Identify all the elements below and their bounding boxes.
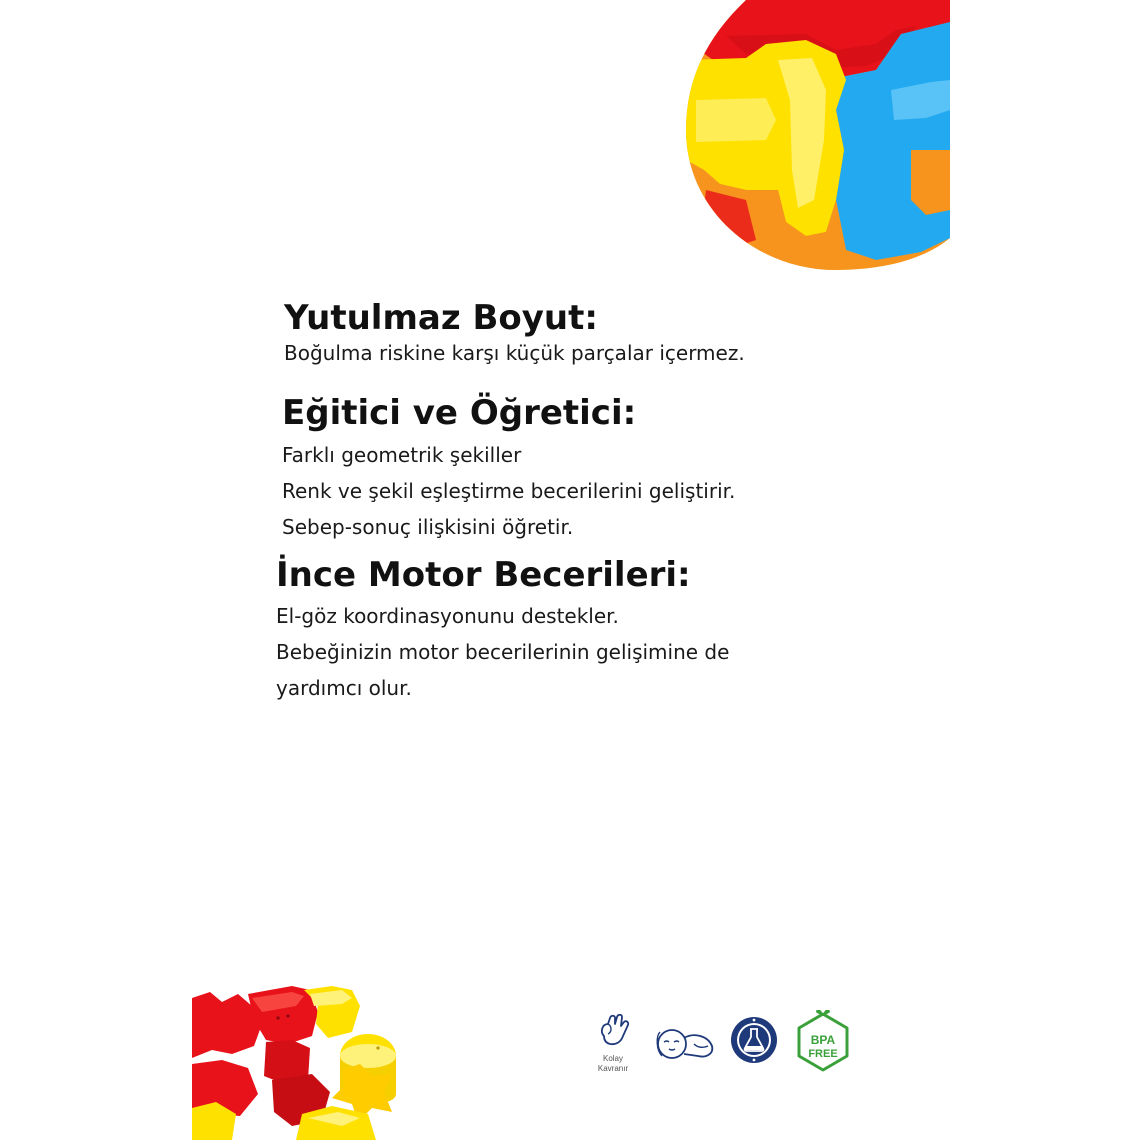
section-line: Renk ve şekil eşleştirme becerilerini geliştirir. bbox=[282, 478, 736, 503]
section-egitici-ogretici bbox=[276, 395, 916, 538]
section-heading: İnce Motor Becerileri: bbox=[276, 554, 691, 595]
section-heading: Yutulmaz Boyut: bbox=[284, 298, 598, 338]
section-heading: Eğitici ve Öğretici: bbox=[282, 393, 637, 434]
shape-sorter-cube-photo bbox=[686, 0, 950, 272]
sleeping-baby-icon bbox=[654, 1024, 716, 1064]
shape-blocks-photo bbox=[192, 984, 410, 1140]
feature-text-block bbox=[276, 300, 916, 700]
section-line: Bebeğinizin motor becerilerinin gelişimine de bbox=[276, 640, 730, 665]
bpa-label: BPA bbox=[810, 1033, 836, 1047]
caption-line: Kavranır bbox=[597, 1063, 629, 1073]
lab-flask-badge-icon bbox=[730, 1016, 778, 1064]
certification-badges bbox=[594, 1010, 864, 1090]
section-line: yardımcı olur. bbox=[276, 676, 412, 701]
bpa-free-leaf-icon bbox=[792, 1010, 854, 1076]
hand-grip-icon bbox=[596, 1014, 632, 1048]
section-ince-motor-becerileri bbox=[276, 554, 916, 701]
caption-line: Kolay bbox=[602, 1054, 623, 1063]
section-line: El-göz koordinasyonunu destekler. bbox=[276, 604, 619, 629]
section-line: Sebep-sonuç ilişkisini öğretir. bbox=[282, 514, 574, 539]
section-yutulmaz-boyut bbox=[276, 300, 916, 365]
section-line: Farklı geometrik şekiller bbox=[282, 442, 522, 467]
section-line: Boğulma riskine karşı küçük parçalar içermez. bbox=[284, 341, 745, 366]
free-label: FREE bbox=[808, 1048, 838, 1060]
easy-grip-caption bbox=[588, 1054, 638, 1073]
